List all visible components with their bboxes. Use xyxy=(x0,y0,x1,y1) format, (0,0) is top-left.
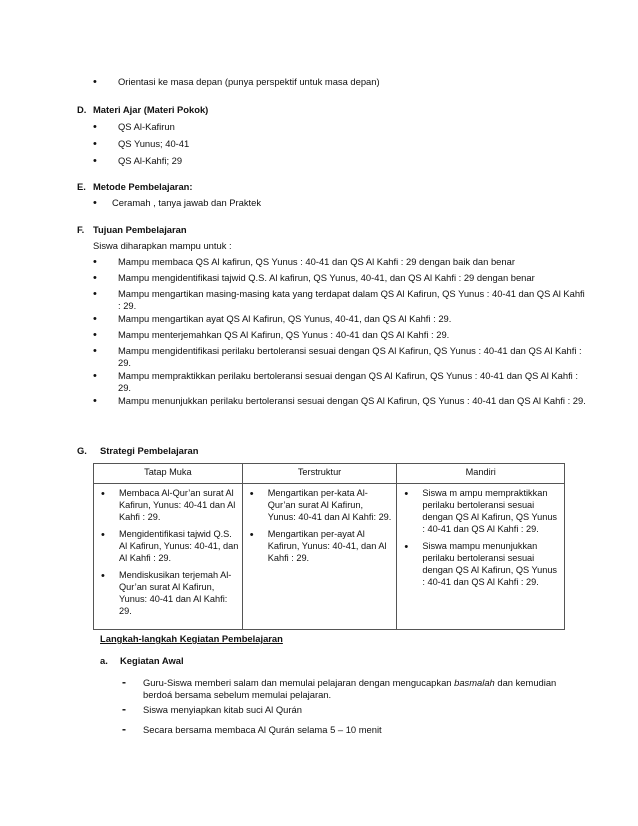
list-item-text: Mampu mengartikan masing-masing kata yang terdapat dalam QS Al Kafirun, QS Yunus : 40-41 dan QS Al Kahfi : 29. xyxy=(118,288,585,312)
table-row xyxy=(94,484,565,630)
bullet-icon: • xyxy=(93,329,97,341)
dash-bullet-icon: - xyxy=(122,722,126,736)
list-item xyxy=(122,724,562,736)
list-item-text: Mampu mengartikan ayat QS Al Kafirun, QS Yunus, 40-41, dan QS Al Kahfi : 29. xyxy=(118,313,452,324)
bullet-icon: • xyxy=(93,155,97,167)
list-item-text: Ceramah , tanya jawab dan Praktek xyxy=(112,197,262,208)
list-item-text: QS Al-Kafirun xyxy=(118,121,175,132)
list-item xyxy=(400,541,561,589)
dash-bullet-icon: - xyxy=(122,675,126,689)
list-item-text: Mampu menunjukkan perilaku bertoleransi sesuai dengan QS Al Kafirun, QS Yunus : 40-41 dan QS Al Kahfi : 29. xyxy=(118,395,586,406)
list-item-text: Siswa mampu menunjukkan perilaku bertoleransi sesuai dengan QS Al Kafirun, QS Yunus : 40-41 dan QS Al Kahfi : 29. xyxy=(422,540,558,587)
bullet-icon: • xyxy=(93,288,97,300)
section-e-title: Metode Pembelajaran: xyxy=(93,181,193,192)
subsection-title: Kegiatan Awal xyxy=(120,655,184,666)
list-item-text: Membaca Al-Qur’an surat Al Kafirun, Yunus: 40-41 dan Al Kahfi : 29. xyxy=(119,488,236,522)
list-item-text: Secara bersama membaca Al Qurán selama 5 – 10 menit xyxy=(143,724,382,735)
list-item-text: Mengartikan per-ayat Al Kafirun, Yunus: 40-41, dan Al Kahfi : 29. xyxy=(267,528,387,563)
bullet-icon: • xyxy=(101,528,105,541)
bullet-icon: • xyxy=(93,256,97,268)
list-item-text: Mampu menterjemahkan QS Al Kafirun, QS Yunus : 40-41 dan QS Al Kahfi : 29. xyxy=(118,329,450,340)
bullet-icon: • xyxy=(101,569,105,582)
bullet-icon: • xyxy=(93,395,97,407)
list-item-text: Siswa menyiapkan kitab suci Al Qurán xyxy=(143,704,302,715)
list-item-text: Mengidentifikasi tajwid Q.S. Al Kafirun, Yunus: 40-41, dan Al Kahfi : 29. xyxy=(119,528,239,563)
bullet-icon: • xyxy=(404,488,409,500)
list-item-text: Siswa m ampu mempraktikkan perilaku bertoleransi sesuai dengan QS Al Kafirun, QS Yunus : 40-41 dan QS Al Kahfi : 29. xyxy=(422,488,558,534)
table-cell-tatap-muka xyxy=(94,484,243,630)
section-g-title: Strategi Pembelajaran xyxy=(100,445,199,456)
column-header: Tatap Muka xyxy=(94,464,243,484)
section-e-letter: E. xyxy=(77,181,86,192)
bullet-icon: • xyxy=(93,121,97,133)
list-item-text: QS Yunus; 40-41 xyxy=(118,138,190,149)
bullet-icon: • xyxy=(93,76,97,88)
list-item-text: Mengartikan per-kata Al-Qur’an surat Al Kafirun, Yunus: 40-41 dan Al Kahfi: 29. xyxy=(267,488,392,522)
table-cell-terstruktur xyxy=(242,484,397,630)
list-item-text: Mendiskusikan terjemah Al-Qur’an surat Al Kafirun, Yunus: 40-41 dan Al Kahfi: 29. xyxy=(119,569,232,616)
bullet-icon: • xyxy=(249,528,254,541)
section-f-letter: F. xyxy=(77,224,85,235)
list-item xyxy=(400,488,561,536)
list-item xyxy=(122,704,562,716)
section-d-title: Materi Ajar (Materi Pokok) xyxy=(93,104,209,115)
table-header-row xyxy=(94,464,565,484)
list-item-text: QS Al-Kahfi; 29 xyxy=(118,155,183,166)
dash-bullet-icon: - xyxy=(122,702,126,716)
list-item xyxy=(97,570,239,618)
bullet-icon: • xyxy=(93,345,97,357)
list-item-text: Mampu mengidentifikasi perilaku bertoleransi sesuai dengan QS Al Kafirun, QS Yunus : 40-41 dan QS Al Kahfi : 29. xyxy=(118,345,582,369)
list-item-text: Mampu mempraktikkan perilaku bertoleransi sesuai dengan QS Al Kafirun, QS Yunus : 40-41 dan QS Al Kahfi : 29. xyxy=(118,370,578,394)
bullet-icon: • xyxy=(93,313,97,325)
bullet-icon: • xyxy=(93,197,97,209)
section-f-intro: Siswa diharapkan mampu untuk : xyxy=(93,240,232,251)
list-item-text: Guru-Siswa memberi salam dan memulai pelajaran dengan mengucapkan basmalah dan kemudian berdoá bersama sebelum memulai pelajaran. xyxy=(143,677,557,701)
list-item xyxy=(246,488,394,524)
table-cell-mandiri xyxy=(397,484,565,630)
bullet-icon: • xyxy=(404,540,409,553)
list-item xyxy=(97,529,239,565)
bullet-icon: • xyxy=(93,138,97,150)
bullet-icon: • xyxy=(93,272,97,284)
langkah-title: Langkah-langkah Kegiatan Pembelajaran xyxy=(100,633,283,644)
section-f-title: Tujuan Pembelajaran xyxy=(93,224,187,235)
list-item-text: Mampu mengidentifikasi tajwid Q.S. Al kafirun, QS Yunus, 40-41, dan QS Al Kahfi : 29 dengan benar xyxy=(118,272,535,283)
section-g-letter: G. xyxy=(77,445,87,456)
list-item xyxy=(97,488,239,524)
bullet-icon: • xyxy=(101,488,105,500)
column-header: Terstruktur xyxy=(242,464,397,484)
column-header: Mandiri xyxy=(397,464,565,484)
list-item-text: Orientasi ke masa depan (punya perspektif untuk masa depan) xyxy=(118,76,380,87)
list-item xyxy=(246,529,394,565)
section-d-letter: D. xyxy=(77,104,87,115)
subsection-letter: a. xyxy=(100,655,108,666)
bullet-icon: • xyxy=(93,370,97,382)
strategy-table xyxy=(93,463,565,630)
list-item xyxy=(122,677,562,701)
list-item-text: Mampu membaca QS Al kafirun, QS Yunus : 40-41 dan QS Al Kahfi : 29 dengan baik dan benar xyxy=(118,256,515,267)
bullet-icon: • xyxy=(249,488,254,500)
